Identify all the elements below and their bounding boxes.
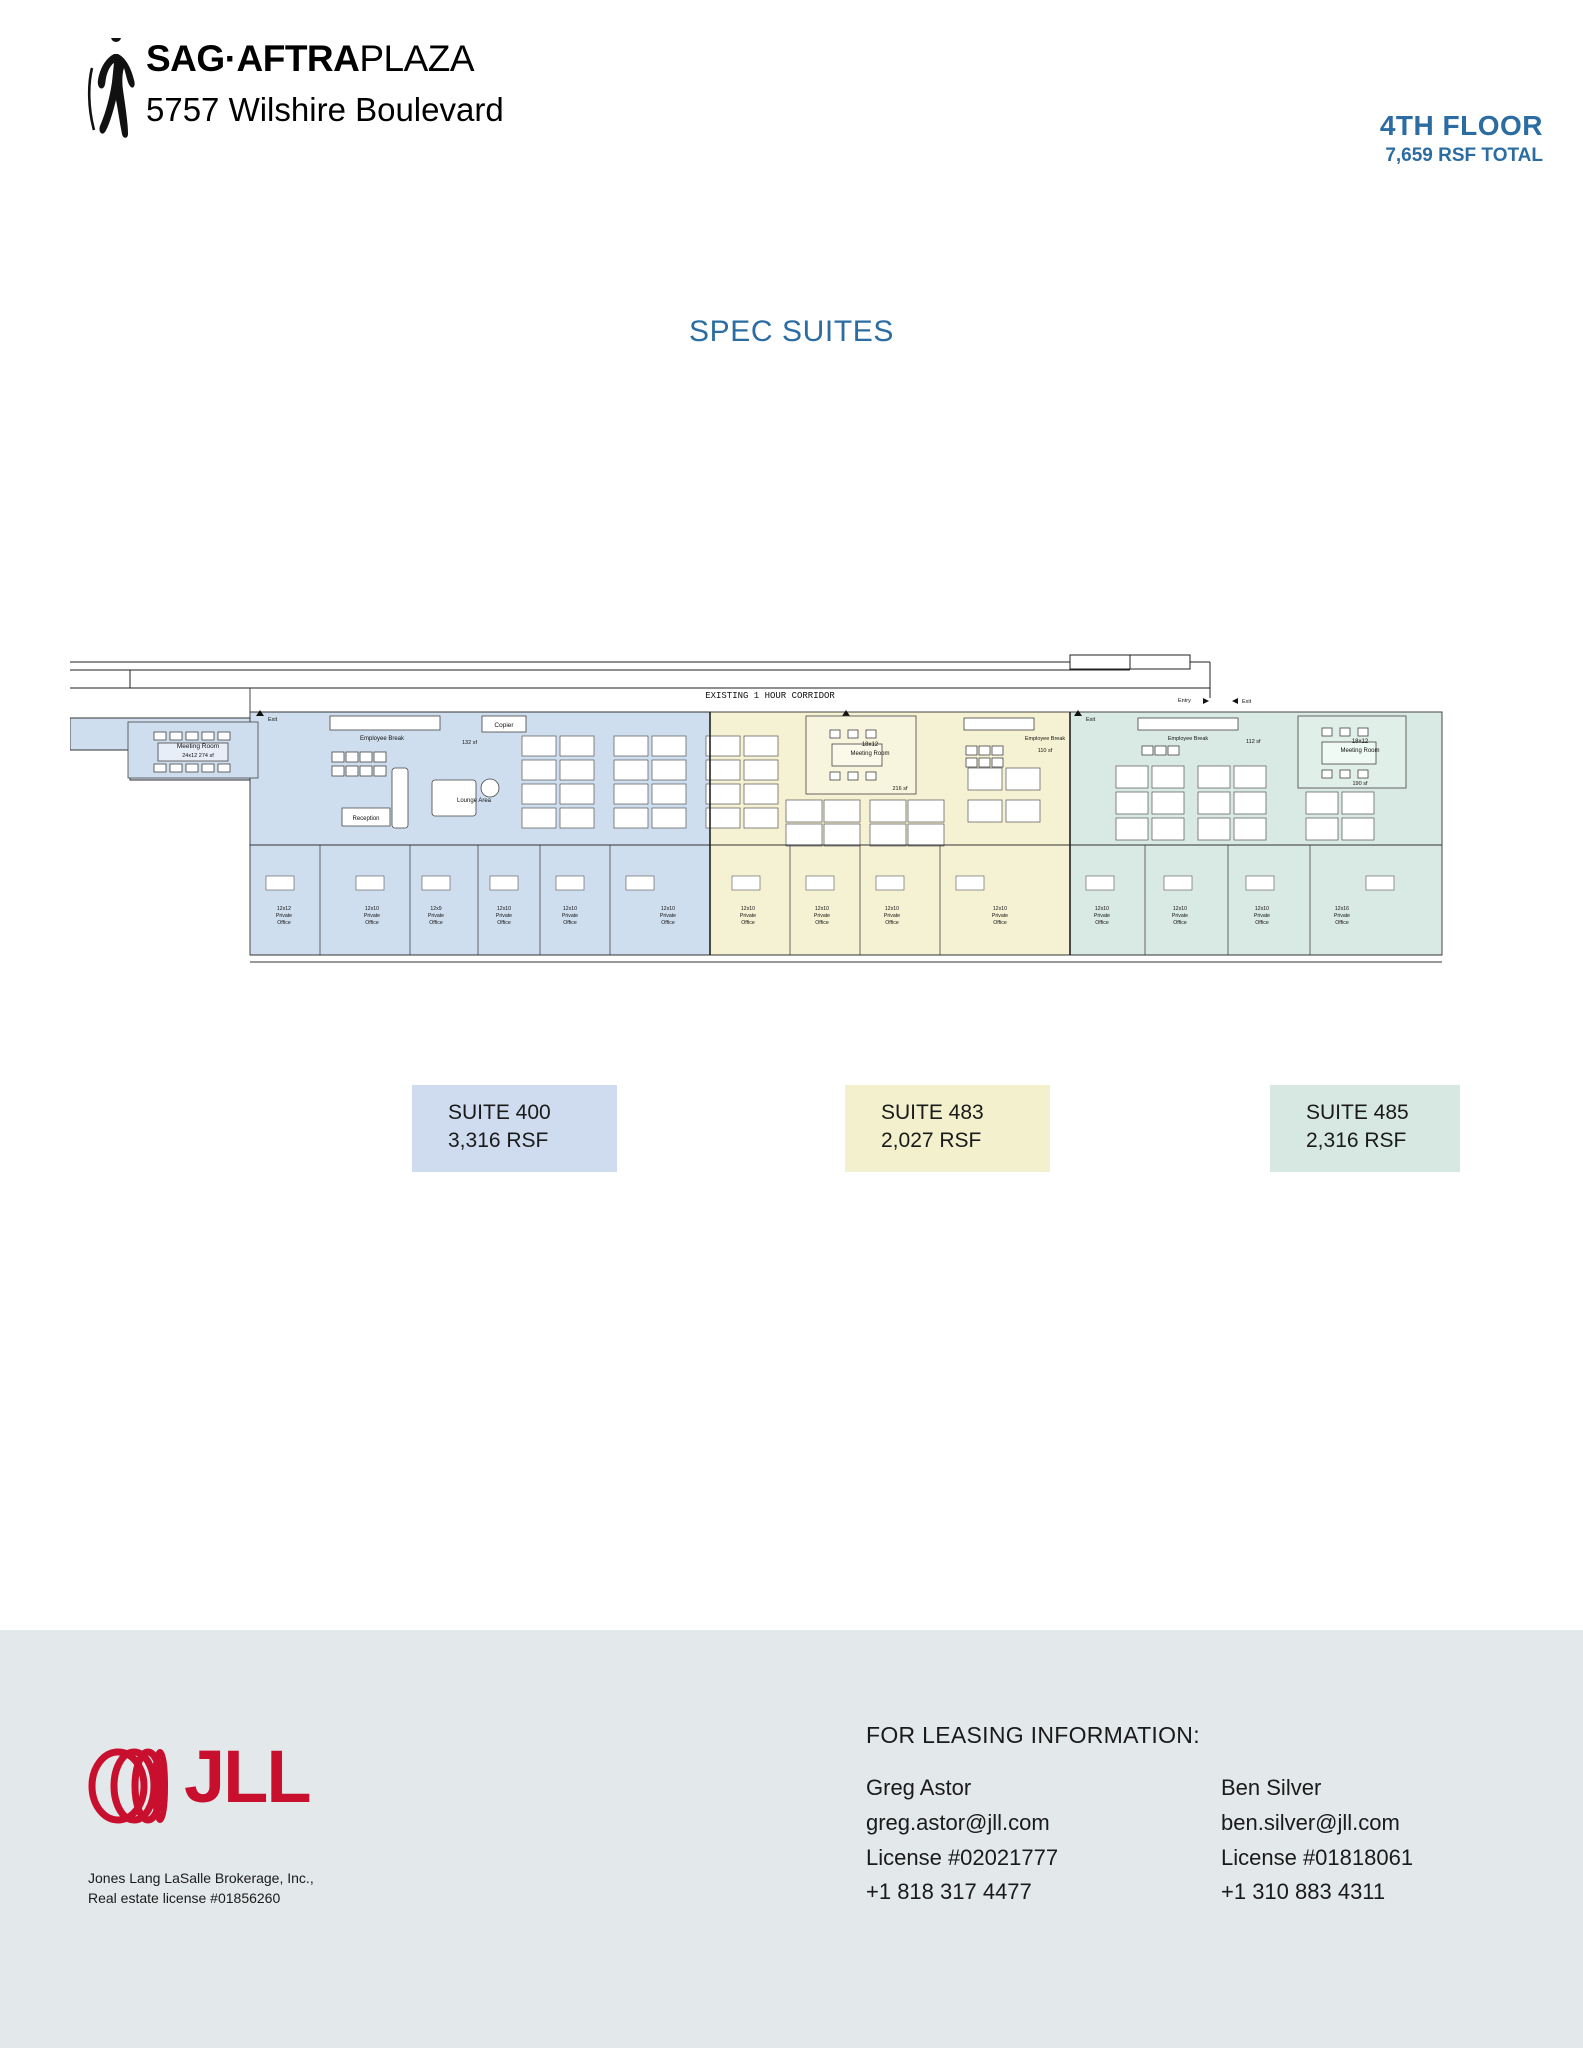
- svg-text:Private: Private: [275, 913, 293, 919]
- employee-break-center-sf: 110 sf: [1037, 748, 1053, 754]
- svg-text:Private: Private: [813, 913, 831, 919]
- corridor-label: EXISTING 1 HOUR CORRIDOR: [705, 691, 835, 701]
- svg-text:12x10: 12x10: [1254, 906, 1270, 912]
- svg-text:Private: Private: [363, 913, 381, 919]
- svg-text:Office: Office: [661, 920, 675, 926]
- employee-break-west-sf: 132 sf: [462, 740, 477, 746]
- svg-text:Office: Office: [885, 920, 899, 926]
- floor-rsf-total: 7,659 RSF TOTAL: [1385, 145, 1543, 166]
- employee-break-center-label: Employee Break: [1024, 736, 1066, 742]
- exit-label-west: Exit: [268, 717, 278, 723]
- legend-suite-400-rsf: 3,316 RSF: [448, 1129, 549, 1153]
- svg-text:12x10: 12x10: [562, 906, 578, 912]
- jll-legal: [88, 1868, 314, 1909]
- meeting-room-center-dims: 18x12: [861, 742, 879, 748]
- svg-text:Private: Private: [561, 913, 579, 919]
- svg-text:Office: Office: [1095, 920, 1109, 926]
- svg-text:12x10: 12x10: [1172, 906, 1188, 912]
- svg-text:Office: Office: [429, 920, 443, 926]
- contact-license: License #01818061: [1221, 1844, 1414, 1870]
- floor-info: [1380, 110, 1543, 167]
- floor-plan: [70, 640, 1520, 1060]
- brand-block: [86, 38, 504, 146]
- exit-label-entry: Exit: [1242, 699, 1252, 705]
- svg-text:Office: Office: [277, 920, 291, 926]
- svg-text:Private: Private: [495, 913, 513, 919]
- exit-label-east: Exit: [1086, 717, 1096, 723]
- svg-text:12x10: 12x10: [992, 906, 1008, 912]
- legend-suite-485-name: SUITE 485: [1306, 1101, 1409, 1124]
- brand-text: [146, 38, 504, 129]
- svg-text:Office: Office: [1255, 920, 1269, 926]
- meeting-room-center-label: Meeting Room: [850, 751, 890, 757]
- svg-text:12x10: 12x10: [740, 906, 756, 912]
- svg-text:Office: Office: [1335, 920, 1349, 926]
- svg-text:12x10: 12x10: [364, 906, 380, 912]
- svg-text:Private: Private: [1171, 913, 1189, 919]
- floor-title: 4TH FLOOR: [1379, 110, 1543, 141]
- copier-label: Copier: [494, 722, 514, 729]
- svg-text:Private: Private: [883, 913, 901, 919]
- address-line: 5757 Wilshire Boulevard: [146, 90, 504, 128]
- corridor-lines: [70, 655, 1210, 698]
- reception-label: Reception: [352, 816, 380, 822]
- jll-wordmark: JLL: [184, 1735, 310, 1818]
- brand-name-light: PLAZA: [359, 38, 475, 79]
- suite-legend: [0, 1085, 1583, 1175]
- svg-text:12x10: 12x10: [814, 906, 830, 912]
- contact-name: Greg Astor: [866, 1775, 972, 1800]
- svg-text:12x10: 12x10: [660, 906, 676, 912]
- legend-suite-483: [845, 1085, 1050, 1172]
- svg-text:12x10: 12x10: [884, 906, 900, 912]
- svg-text:Private: Private: [1333, 913, 1351, 919]
- contact-list: [866, 1771, 1576, 1910]
- brand-name-bold: SAG·AFTRA: [146, 38, 360, 79]
- svg-text:12x9: 12x9: [430, 906, 442, 912]
- svg-text:Private: Private: [1093, 913, 1111, 919]
- entry-arrow-icon: [1203, 698, 1209, 704]
- svg-text:Private: Private: [739, 913, 757, 919]
- meeting-room-east-sf: 190 sf: [1352, 781, 1368, 787]
- legend-suite-483-rsf: 2,027 RSF: [881, 1129, 982, 1153]
- svg-text:Office: Office: [563, 920, 577, 926]
- svg-text:12x16: 12x16: [1334, 906, 1350, 912]
- svg-text:Office: Office: [365, 920, 379, 926]
- contact-license: License #02021777: [866, 1844, 1059, 1870]
- svg-text:Office: Office: [741, 920, 755, 926]
- leasing-info: [866, 1722, 1576, 1910]
- floor-plan-svg: [70, 640, 1520, 1060]
- meeting-room-east-label: Meeting Room: [1340, 748, 1380, 754]
- brand-name: [146, 38, 504, 81]
- svg-text:Office: Office: [815, 920, 829, 926]
- meeting-room-center-sf: 216 sf: [892, 786, 908, 792]
- legend-suite-485: [1270, 1085, 1460, 1172]
- contact-phone[interactable]: +1 818 317 4477: [866, 1879, 1032, 1905]
- exit-arrow-icon: [1232, 698, 1238, 704]
- svg-text:Private: Private: [1253, 913, 1271, 919]
- employee-break-east-sf: 112 sf: [1246, 739, 1261, 745]
- svg-text:Private: Private: [427, 913, 445, 919]
- svg-text:12x10: 12x10: [1094, 906, 1110, 912]
- legend-suite-400: [412, 1085, 617, 1172]
- legend-suite-400-name: SUITE 400: [448, 1101, 551, 1124]
- section-title: SPEC SUITES: [689, 315, 894, 348]
- contact-phone[interactable]: +1 310 883 4311: [1221, 1879, 1386, 1905]
- svg-text:12x12: 12x12: [276, 906, 292, 912]
- legend-suite-483-name: SUITE 483: [881, 1101, 984, 1124]
- jll-legal-line2: Real estate license #01856260: [88, 1890, 281, 1907]
- page-footer: [0, 1630, 1583, 2048]
- legend-suite-485-rsf: 2,316 RSF: [1306, 1129, 1407, 1153]
- contact-name: Ben Silver: [1221, 1775, 1322, 1800]
- leasing-title: FOR LEASING INFORMATION:: [866, 1722, 1200, 1748]
- svg-text:Private: Private: [991, 913, 1009, 919]
- svg-text:Private: Private: [659, 913, 677, 919]
- lounge-label: Lounge Area: [456, 798, 492, 804]
- entry-label: Entry: [1178, 698, 1191, 704]
- contact-email[interactable]: ben.silver@jll.com: [1221, 1809, 1400, 1835]
- svg-text:Office: Office: [993, 920, 1007, 926]
- meeting-room-east-dims: 18x12: [1351, 739, 1369, 745]
- employee-break-west-label: Employee Break: [359, 736, 405, 742]
- svg-text:Office: Office: [1173, 920, 1187, 926]
- meeting-room-west-label: Meeting Room: [176, 743, 220, 750]
- jll-logo: [88, 1735, 338, 1828]
- contact-email[interactable]: greg.astor@jll.com: [866, 1809, 1050, 1835]
- contact-ben-silver: [1221, 1771, 1576, 1910]
- svg-text:Office: Office: [497, 920, 511, 926]
- sag-aftra-logo-icon: [86, 38, 138, 146]
- jll-mark-icon: [88, 1748, 184, 1824]
- west-meeting-room: [128, 722, 258, 778]
- employee-break-east-label: Employee Break: [1167, 736, 1209, 742]
- contact-greg-astor: [866, 1771, 1221, 1910]
- jll-legal-line1: Jones Lang LaSalle Brokerage, Inc.,: [88, 1870, 314, 1886]
- svg-text:12x10: 12x10: [496, 906, 512, 912]
- page-header: [86, 38, 1543, 178]
- meeting-room-west-dims: 24x12 274 sf: [182, 753, 214, 759]
